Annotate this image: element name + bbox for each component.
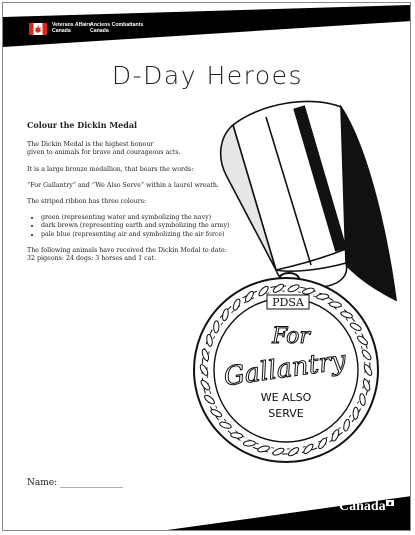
medal-ribbon <box>221 101 396 300</box>
colour-list <box>27 214 237 239</box>
paragraph-5-line-1: The following animals have received the Dickin Medal to date: <box>27 246 227 254</box>
wordmark-flag-icon <box>386 500 394 506</box>
paragraph-5 <box>27 247 237 263</box>
dept-fr-line1: Anciens Combattants <box>90 22 144 28</box>
dept-en-line2: Canada <box>52 28 71 34</box>
section-heading: Colour the Dickin Medal <box>27 120 138 130</box>
colour-item-brown: • dark brown (representing earth and symbolizing the army) <box>41 222 237 230</box>
page-title: D-Day Heroes <box>111 61 304 90</box>
department-name-en <box>52 22 91 34</box>
laurel-leaf <box>214 321 220 333</box>
canada-wordmark: Canada <box>339 499 386 514</box>
medal-we-also-text: WE ALSO <box>260 391 312 404</box>
department-name-fr <box>90 22 143 34</box>
dept-en-line1: Veterans Affairs <box>52 22 92 28</box>
paragraph-1-line-1: The Dickin Medal is the highest honour <box>27 141 154 149</box>
dept-fr-line2: Canada <box>90 28 109 34</box>
canada-flag-icon <box>29 23 47 35</box>
paragraph-3: “For Gallantry” and “We Also Serve” within a laurel wreath. <box>27 181 219 189</box>
colour-item-green: • green (representing water and symbolizing the navy) <box>41 214 237 222</box>
paragraph-5-line-2: 32 pigeons: 24 dogs: 3 horses and 1 cat. <box>27 255 156 263</box>
laurel-leaf <box>243 440 255 446</box>
medal-gallantry-text: Gallantry <box>222 345 348 393</box>
paragraph-1-line-2: given to animals for brave and courageous acts. <box>27 149 181 157</box>
name-field-label: Name: ______________ <box>27 478 123 488</box>
colour-item-blue: • pale blue (representing air and symbolizing the air force) <box>41 231 237 239</box>
laurel-leaf <box>353 407 359 419</box>
content-block <box>27 121 237 271</box>
coloring-sheet <box>2 2 411 531</box>
medal-for-text: For <box>272 324 310 349</box>
website-link[interactable]: www.veterans.gc.ca <box>173 511 231 517</box>
laurel-leaf <box>316 294 328 300</box>
paragraph-2: It is a large bronze medallion, that bears the words: <box>27 165 194 173</box>
medal-pdsa-text: PDSA <box>272 296 304 309</box>
paragraph-4: The striped ribbon has three colours: <box>27 198 147 206</box>
paragraph-1 <box>27 141 237 157</box>
medal-serve-text: SERVE <box>268 407 304 420</box>
